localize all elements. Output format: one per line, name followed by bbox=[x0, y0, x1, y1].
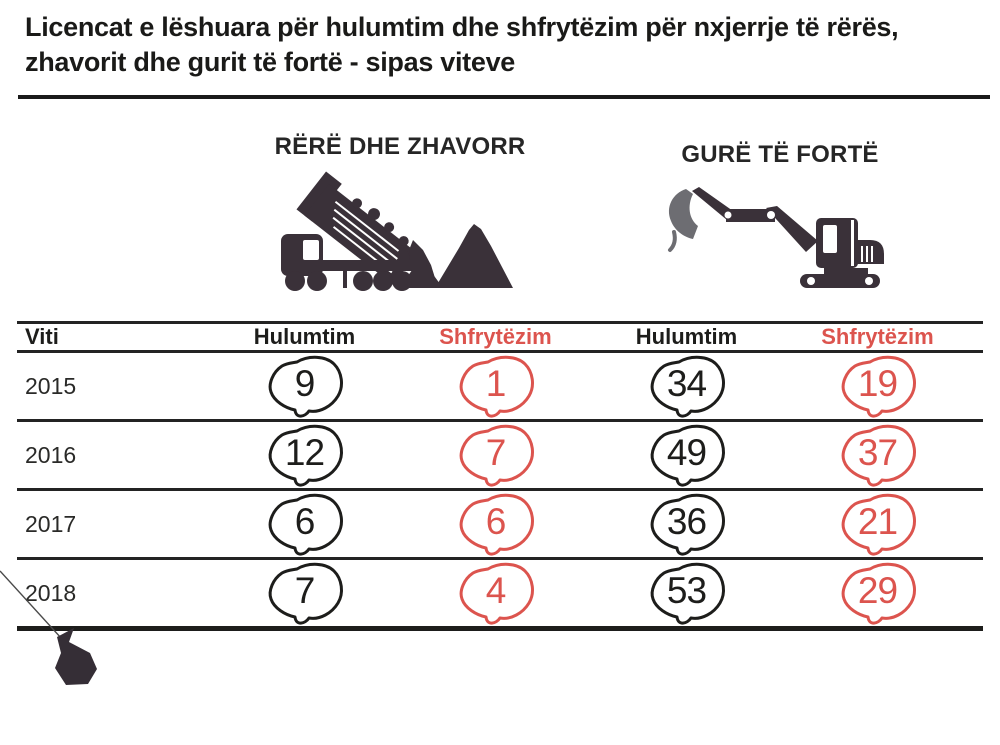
licenses-table bbox=[17, 321, 983, 631]
circled-value: 7 bbox=[265, 560, 345, 626]
circled-value: 53 bbox=[647, 560, 727, 626]
circled-value: 6 bbox=[456, 491, 536, 557]
circled-value: 12 bbox=[265, 422, 345, 488]
page-title: Licencat e lëshuara për hulumtim dhe shfrytëzim për nxjerrje të rërës, zhavorit dhe gurit të fortë - sipas viteve bbox=[25, 12, 899, 77]
col-header-shfrytezim-sand: Shfrytëzim bbox=[439, 324, 552, 349]
table-row-2016 bbox=[17, 422, 983, 491]
circled-value: 34 bbox=[647, 353, 727, 419]
circled-value: 19 bbox=[838, 353, 918, 419]
circled-value: 29 bbox=[838, 560, 918, 626]
section-label-hard-stone: GURË TË FORTË bbox=[681, 141, 879, 168]
col-header-hulumtim-stone: Hulumtim bbox=[635, 324, 738, 349]
shovel-icon bbox=[0, 556, 110, 701]
table-header-row bbox=[17, 324, 983, 353]
table-row-2018 bbox=[17, 560, 983, 631]
excavator-icon bbox=[648, 184, 896, 301]
circled-value: 21 bbox=[838, 491, 918, 557]
circled-value: 9 bbox=[265, 353, 345, 419]
section-label-sand-gravel: RËRË DHE ZHAVORR bbox=[274, 133, 526, 160]
circled-value: 4 bbox=[456, 560, 536, 626]
col-header-hulumtim-sand: Hulumtim bbox=[253, 324, 356, 349]
col-header-shfrytezim-stone: Shfrytëzim bbox=[821, 324, 934, 349]
circled-value: 7 bbox=[456, 422, 536, 488]
circled-value: 49 bbox=[647, 422, 727, 488]
circled-value: 37 bbox=[838, 422, 918, 488]
circled-value: 1 bbox=[456, 353, 536, 419]
year-label: 2015 bbox=[25, 372, 77, 399]
circled-value: 36 bbox=[647, 491, 727, 557]
circled-value: 6 bbox=[265, 491, 345, 557]
year-label: 2018 bbox=[25, 579, 77, 606]
dump-truck-icon bbox=[263, 170, 543, 307]
title-rule bbox=[18, 95, 990, 99]
year-label: 2017 bbox=[25, 510, 77, 537]
table-row-2015 bbox=[17, 353, 983, 422]
col-header-year: Viti bbox=[25, 324, 59, 349]
table-row-2017 bbox=[17, 491, 983, 560]
year-label: 2016 bbox=[25, 441, 77, 468]
